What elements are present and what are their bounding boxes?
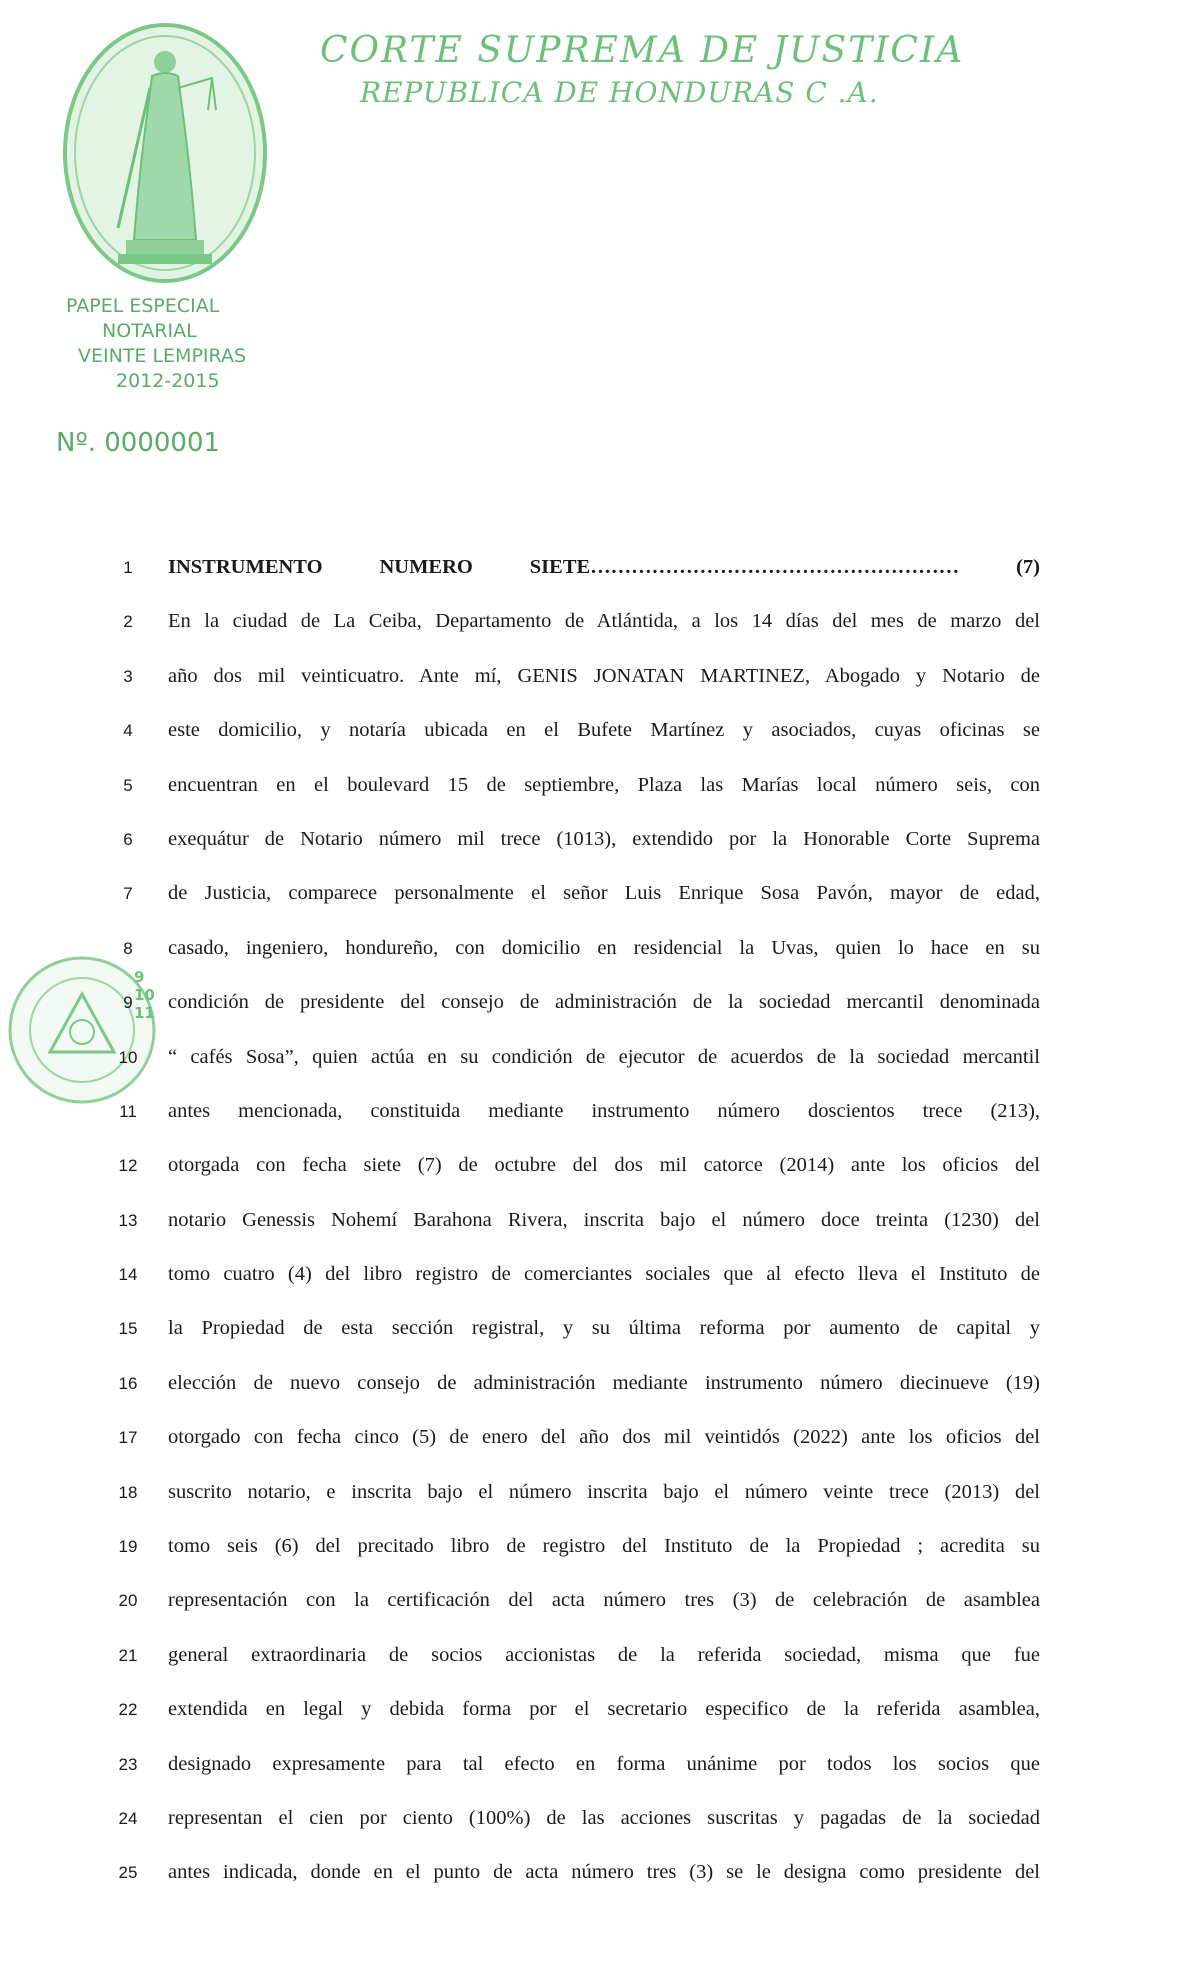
line-text: designado expresamente para tal efecto en forma unánime por todos los socios que bbox=[168, 1752, 1040, 1775]
paper-info-line: NOTARIAL bbox=[102, 320, 197, 342]
line-text: notario Genessis Nohemí Barahona Rivera, inscrita bajo el número doce treinta (1230) del bbox=[168, 1208, 1040, 1231]
line-number: 9 bbox=[123, 993, 133, 1013]
document-line bbox=[0, 1092, 1200, 1146]
document-line bbox=[0, 711, 1200, 765]
line-number: 8 bbox=[123, 938, 133, 958]
line-text: este domicilio, y notaría ubicada en el Bufete Martínez y asociados, cuyas oficinas se bbox=[168, 719, 1040, 742]
document-line bbox=[0, 548, 1200, 602]
document-line bbox=[0, 1853, 1200, 1907]
document-line bbox=[0, 1799, 1200, 1853]
document-line bbox=[0, 1581, 1200, 1635]
line-text: año dos mil veinticuatro. Ante mí, GENIS JONATAN MARTINEZ, Abogado y Notario de bbox=[168, 664, 1040, 687]
document-line bbox=[0, 1473, 1200, 1527]
line-text: otorgado con fecha cinco (5) de enero del año dos mil veintidós (2022) ante los oficios del bbox=[168, 1426, 1040, 1449]
line-number: 18 bbox=[118, 1482, 138, 1502]
court-title: CORTE SUPREMA DE JUSTICIA bbox=[320, 30, 965, 71]
line-text: casado, ingeniero, hondureño, con domicilio en residencial la Uvas, quien lo hace en su bbox=[168, 936, 1040, 959]
document-line bbox=[0, 1038, 1200, 1092]
stamp-number: 10 bbox=[134, 986, 155, 1004]
line-text: antes indicada, donde en el punto de acta número tres (3) se le designa como presidente del bbox=[168, 1861, 1040, 1884]
line-number: 23 bbox=[118, 1754, 138, 1774]
line-number: 21 bbox=[118, 1645, 138, 1665]
line-text: suscrito notario, e inscrita bajo el número inscrita bajo el número veinte trece (2013) del bbox=[168, 1480, 1040, 1503]
line-number: 11 bbox=[119, 1101, 137, 1121]
line-number: 17 bbox=[118, 1428, 138, 1448]
line-text: otorgada con fecha siete (7) de octubre del dos mil catorce (2014) ante los oficios del bbox=[168, 1154, 1040, 1177]
line-number: 1 bbox=[123, 558, 133, 577]
document-line bbox=[0, 1418, 1200, 1472]
paper-info-line: PAPEL ESPECIAL bbox=[66, 295, 220, 317]
document-line bbox=[0, 657, 1200, 711]
document-line bbox=[0, 820, 1200, 874]
line-number: 16 bbox=[118, 1373, 138, 1393]
document-line bbox=[0, 1527, 1200, 1581]
line-number: 12 bbox=[118, 1156, 138, 1176]
line-text: tomo seis (6) del precitado libro de registro del Instituto de la Propiedad ; acredita su bbox=[168, 1535, 1040, 1558]
document-line bbox=[0, 1255, 1200, 1309]
document-line bbox=[0, 602, 1200, 656]
line-number: 7 bbox=[123, 884, 133, 904]
line-text: elección de nuevo consejo de administración mediante instrumento número diecinueve (19) bbox=[168, 1371, 1040, 1394]
country-subtitle: REPUBLICA DE HONDURAS C .A. bbox=[360, 76, 879, 109]
justice-figure-seal-icon bbox=[60, 18, 270, 288]
line-number: 24 bbox=[118, 1808, 138, 1828]
line-number: 4 bbox=[123, 721, 133, 741]
instrument-heading: INSTRUMENTO NUMERO SIETE……………………………………………… (7) bbox=[168, 556, 1040, 578]
document-line bbox=[0, 1690, 1200, 1744]
line-text: general extraordinaria de socios accionistas de la referida sociedad, misma que fue bbox=[168, 1643, 1040, 1666]
paper-type-label bbox=[66, 294, 306, 394]
document-body bbox=[0, 548, 1200, 1908]
line-text: encuentran en el boulevard 15 de septiembre, Plaza las Marías local número seis, con bbox=[168, 773, 1040, 796]
line-number: 25 bbox=[118, 1863, 138, 1883]
line-number: 22 bbox=[118, 1700, 138, 1720]
document-line bbox=[0, 983, 1200, 1037]
line-number: 6 bbox=[123, 829, 133, 849]
line-text: En la ciudad de La Ceiba, Departamento de Atlántida, a los 14 días del mes de marzo del bbox=[168, 610, 1040, 633]
line-text: exequátur de Notario número mil trece (1013), extendido por la Honorable Corte Suprema bbox=[168, 827, 1040, 850]
line-text: representan el cien por ciento (100%) de las acciones suscritas y pagadas de la sociedad bbox=[168, 1806, 1040, 1829]
serial-number: Nº. 0000001 bbox=[56, 428, 221, 458]
line-number: 20 bbox=[118, 1591, 138, 1611]
line-text: tomo cuatro (4) del libro registro de comerciantes sociales que al efecto lleva el Instituto de bbox=[168, 1263, 1040, 1286]
line-number: 2 bbox=[123, 612, 133, 632]
line-text: “ cafés Sosa”, quien actúa en su condición de ejecutor de acuerdos de la sociedad mercantil bbox=[168, 1045, 1040, 1068]
line-text: la Propiedad de esta sección registral, y su última reforma por aumento de capital y bbox=[168, 1317, 1040, 1340]
line-text: antes mencionada, constituida mediante instrumento número doscientos trece (213), bbox=[168, 1099, 1040, 1122]
line-text: de Justicia, comparece personalmente el señor Luis Enrique Sosa Pavón, mayor de edad, bbox=[168, 882, 1040, 905]
stamp-number: 9 bbox=[134, 968, 145, 986]
line-number: 13 bbox=[118, 1210, 138, 1230]
line-number: 10 bbox=[118, 1047, 138, 1067]
document-line bbox=[0, 1745, 1200, 1799]
document-line bbox=[0, 1146, 1200, 1200]
line-text: condición de presidente del consejo de administración de la sociedad mercantil denominada bbox=[168, 991, 1040, 1014]
document-line bbox=[0, 1201, 1200, 1255]
line-number: 5 bbox=[123, 775, 133, 795]
paper-info-line: 2012-2015 bbox=[116, 370, 220, 392]
line-number: 3 bbox=[123, 666, 133, 686]
line-number: 15 bbox=[118, 1319, 138, 1339]
document-line bbox=[0, 874, 1200, 928]
line-number: 19 bbox=[118, 1537, 138, 1557]
document-line bbox=[0, 766, 1200, 820]
document-line bbox=[0, 1364, 1200, 1418]
line-number: 14 bbox=[118, 1265, 138, 1285]
line-text: extendida en legal y debida forma por el secretario especifico de la referida asamblea, bbox=[168, 1698, 1040, 1721]
document-line bbox=[0, 1636, 1200, 1690]
document-line bbox=[0, 929, 1200, 983]
line-text: representación con la certificación del acta número tres (3) de celebración de asamblea bbox=[168, 1589, 1040, 1612]
document-line bbox=[0, 1309, 1200, 1363]
stamp-number: 11 bbox=[134, 1004, 155, 1022]
paper-info-line: VEINTE LEMPIRAS bbox=[78, 345, 247, 367]
